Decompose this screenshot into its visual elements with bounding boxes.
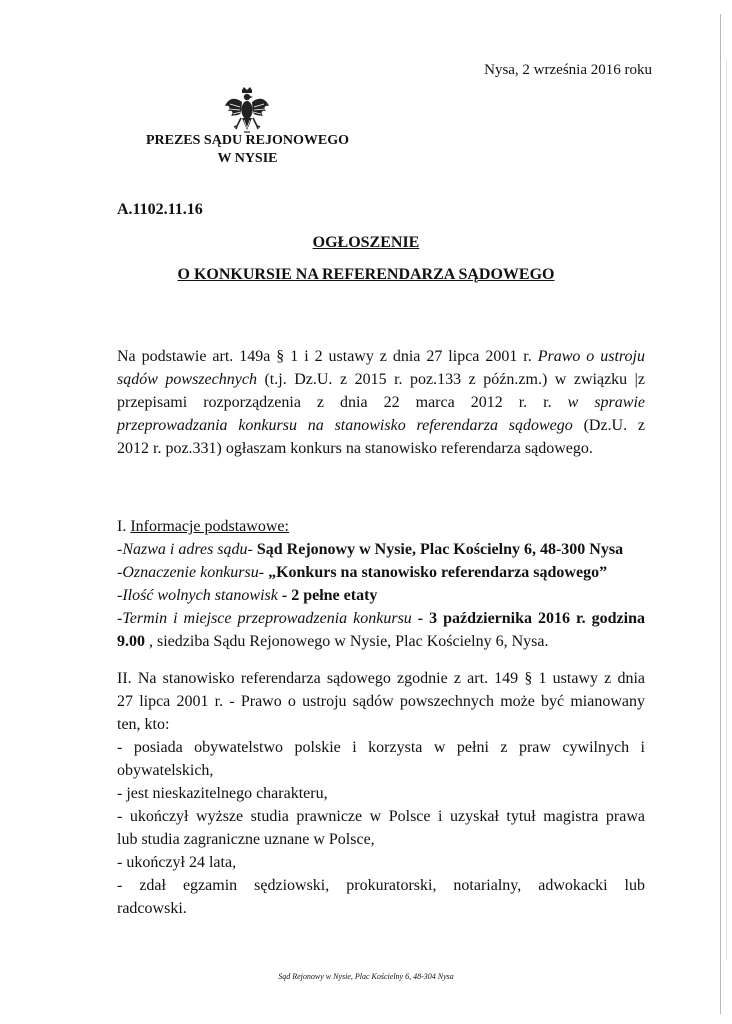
section1-heading xyxy=(117,515,645,538)
field-value: - 2 pełne etaty xyxy=(277,587,378,604)
vacant-positions xyxy=(117,584,645,607)
court-name-line1: PREZES SĄDU REJONOWEGO xyxy=(145,133,350,148)
polish-eagle-emblem-icon xyxy=(224,86,270,138)
intro-line xyxy=(117,414,645,437)
field-value: 9.00 xyxy=(117,633,145,650)
intro-text: (Dz.U. z xyxy=(572,417,645,434)
requirement-item: - posiada obywatelstwo polskie i korzysta w pełni z praw cywilnych i xyxy=(117,739,645,756)
section-requirements xyxy=(117,667,645,920)
document-date: Nysa, 2 września 2016 roku xyxy=(484,62,652,78)
intro-text: przepisami rozporządzenia z dnia 22 marca 2012 r. r. xyxy=(117,394,568,411)
page-footer: Sąd Rejonowy w Nysie, Plac Kościelny 6, 48-304 Nysa xyxy=(278,972,454,981)
scan-edge-line-faint xyxy=(726,60,727,960)
field-label: -Termin i miejsce przeprowadzenia konkursu xyxy=(117,610,412,627)
scan-edge-line xyxy=(720,14,721,1014)
competition-designation xyxy=(117,561,645,584)
field-value: „Konkurs na stanowisko referendarza sądowego” xyxy=(268,564,608,581)
section-number: I. xyxy=(117,518,131,535)
intro-line: 2012 r. poz.331) ogłaszam konkurs na stanowisko referendarza sądowego. xyxy=(117,440,593,457)
competition-place xyxy=(117,630,645,653)
requirements-line: II. Na stanowisko referendarza sądowego zgodnie z art. 149 § 1 ustawy z dnia xyxy=(117,670,645,687)
requirement-item: - ukończył wyższe studia prawnicze w Polsce i uzyskał tytuł magistra prawa xyxy=(117,808,645,825)
requirement-item: - ukończył 24 lata, xyxy=(117,854,237,871)
field-value: - 3 października 2016 r. godzina xyxy=(411,610,645,627)
court-name-line2: W NYSIE xyxy=(217,151,278,166)
reference-number: A.1102.11.16 xyxy=(117,201,203,218)
intro-text: Na podstawie art. 149a § 1 i 2 ustawy z dnia 27 lipca 2001 r. xyxy=(117,348,538,365)
requirement-item: - jest nieskazitelnego charakteru, xyxy=(117,785,328,802)
court-name-address xyxy=(117,538,645,561)
field-value: Sąd Rejonowy w Nysie, Plac Kościelny 6, 48-300 Nysa xyxy=(256,541,624,558)
intro-line xyxy=(117,368,645,391)
announcement-title: OGŁOSZENIE xyxy=(312,234,420,251)
intro-line xyxy=(117,391,645,414)
requirement-item: - zdał egzamin sędziowski, prokuratorski, notarialny, adwokacki lub xyxy=(117,877,645,894)
field-label: -Oznaczenie konkursu- xyxy=(117,564,269,581)
field-value: , siedziba Sądu Rejonowego w Nysie, Plac Kościelny 6, Nysa. xyxy=(145,633,549,650)
intro-text: (t.j. Dz.U. z 2015 r. poz.133 z późn.zm.) w związku |z xyxy=(256,371,645,388)
requirement-item: radcowski. xyxy=(117,900,187,917)
requirements-line: 27 lipca 2001 r. - Prawo o ustroju sądów powszechnych może być mianowany xyxy=(117,693,645,710)
competition-date xyxy=(117,607,645,630)
field-label: -Nazwa i adres sądu- xyxy=(117,541,257,558)
requirements-line: ten, kto: xyxy=(117,716,170,733)
requirement-item: obywatelskich, xyxy=(117,762,214,779)
field-label: -Ilość wolnych stanowisk xyxy=(117,587,278,604)
intro-text-italic: w sprawie xyxy=(567,394,645,411)
intro-paragraph xyxy=(117,345,645,460)
announcement-subtitle: O KONKURSIE NA REFERENDARZA SĄDOWEGO xyxy=(177,266,555,283)
section-basic-info xyxy=(117,515,645,653)
intro-line xyxy=(117,345,645,368)
intro-text-italic: sądów powszechnych xyxy=(117,371,257,388)
intro-text-italic: przeprowadzania konkursu na stanowisko referendarza sądowego xyxy=(117,417,573,434)
section-heading: Informacje podstawowe: xyxy=(130,518,289,535)
intro-text-italic: Prawo o ustroju xyxy=(537,348,646,365)
requirement-item: lub studia zagraniczne uznane w Polsce, xyxy=(117,831,375,848)
